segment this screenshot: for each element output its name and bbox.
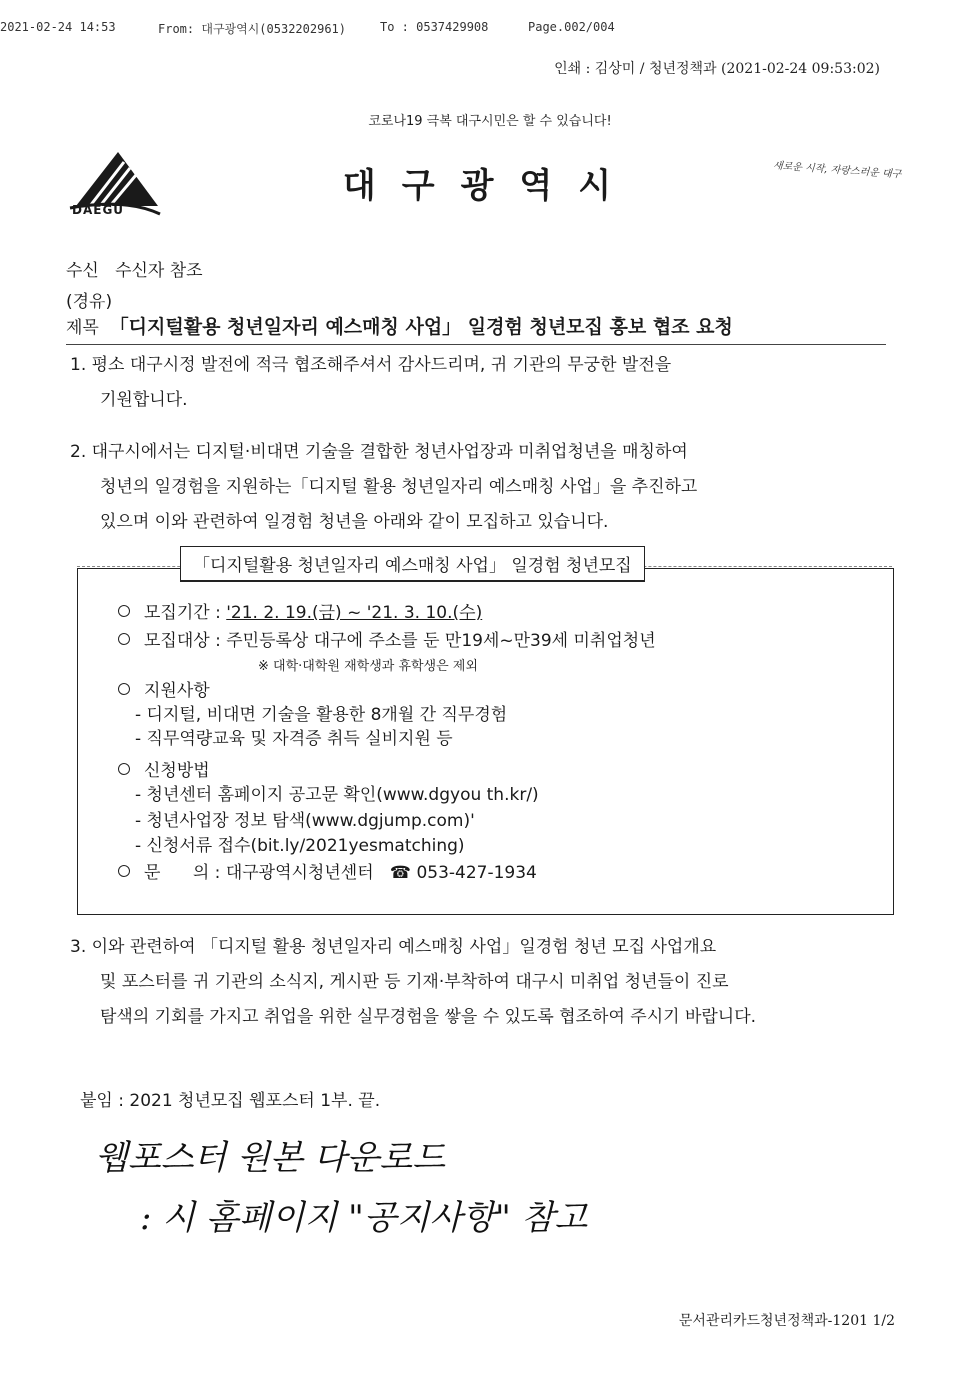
apply-item: - 신청서류 접수(bit.ly/2021yesmatching) (135, 836, 465, 856)
support-label: 지원사항 (144, 681, 210, 701)
handwritten-note-line: 웹포스터 원본 다운로드 (95, 1138, 446, 1178)
para3-line: 및 포스터를 귀 기관의 소식지, 게시판 등 기재·부착하여 대구시 미취업 청년들이 진로 (100, 972, 729, 992)
apply-label: 신청방법 (144, 761, 210, 781)
paragraph-1 (70, 348, 890, 418)
target-row (118, 626, 656, 651)
bullet-circle-icon (118, 683, 130, 695)
target-label: 모집대상 : (144, 631, 221, 651)
subject-row (66, 312, 733, 339)
para2-line: 청년의 일경험을 지원하는「디지털 활용 청년일자리 예스매칭 사업」을 추진하고 (100, 477, 698, 497)
subject-value: 「디지털활용 청년일자리 예스매칭 사업」 일경험 청년모집 홍보 협조 요청 (109, 316, 733, 338)
para1-line: 1. 평소 대구시정 발전에 적극 협조해주셔서 감사드리며, 귀 기관의 무궁한 발전을 (70, 355, 672, 375)
apply-item: - 청년사업장 정보 탐색(www.dgjump.com)' (135, 811, 475, 831)
paragraph-3 (70, 930, 890, 1035)
motto: 새로운 시작, 자랑스러운 대구 (772, 160, 902, 181)
para3-line: 3. 이와 관련하여 「디지털 활용 청년일자리 예스매칭 사업」일경험 청년 모집 사업개요 (70, 937, 717, 957)
support-item: - 직무역량교육 및 자격증 취득 실비지원 등 (135, 729, 453, 749)
period-value: '21. 2. 19.(금) ~ '21. 3. 10.(수) (226, 603, 483, 623)
para2-line: 2. 대구시에서는 디지털·비대면 기술을 결합한 청년사업장과 미취업청년을 매칭하여 (70, 442, 688, 462)
fax-from: From: 대구광역시(0532202961) (158, 22, 347, 36)
recipient-row (66, 256, 203, 281)
recipient-label: 수신 (66, 261, 99, 281)
slogan: 코로나19 극복 대구시민은 할 수 있습니다! (368, 114, 612, 129)
inquiry-phone: 053-427-1934 (416, 863, 537, 883)
fax-page: Page.002/004 (528, 20, 615, 34)
recipient-value: 수신자 참조 (115, 261, 203, 281)
period-row (118, 598, 482, 623)
inquiry-row (118, 858, 537, 883)
apply-item: - 청년센터 홈페이지 공고문 확인(www.dgyou th.kr/) (135, 785, 539, 805)
support-row (118, 676, 210, 701)
logo-text: DAEGU (72, 203, 125, 217)
bullet-circle-icon (118, 605, 130, 617)
apply-row (118, 756, 210, 781)
para3-line: 탐색의 기회를 가지고 취업을 위한 실무경험을 쌓을 수 있도록 협조하여 주시기 바랍니다. (100, 1007, 757, 1027)
attachment: 붙임 : 2021 청년모집 웹포스터 1부. 끝. (80, 1091, 381, 1111)
inquiry-label: 문 의 : (144, 863, 221, 883)
paragraph-2 (70, 435, 890, 540)
fax-to: To : 0537429908 (380, 20, 489, 34)
subject-label: 제목 (66, 318, 99, 338)
org-name: 대구광역시 (342, 166, 638, 206)
handwritten-note-line: : 시 홈페이지 "공지사항" 참고 (140, 1198, 588, 1238)
target-note: ※ 대학·대학원 재학생과 휴학생은 제외 (258, 659, 478, 674)
para1-line: 기원합니다. (100, 390, 188, 410)
bullet-circle-icon (118, 865, 130, 877)
box-title: 「디지털활용 청년일자리 예스매칭 사업」 일경험 청년모집 (180, 546, 645, 582)
fax-datetime: 2021-02-24 14:53 (0, 20, 116, 34)
subject-underline (66, 344, 886, 345)
print-info: 인쇄 : 김상미 / 청년정책과 (2021-02-24 09:53:02) (554, 61, 880, 77)
bullet-circle-icon (118, 633, 130, 645)
document-footer: 문서관리카드청년정책과-1201 1/2 (678, 1313, 895, 1329)
para2-line: 있으며 이와 관련하여 일경험 청년을 아래와 같이 모집하고 있습니다. (100, 512, 609, 532)
bullet-circle-icon (118, 763, 130, 775)
target-value: 주민등록상 대구에 주소를 둔 만19세~만39세 미취업청년 (226, 631, 656, 651)
inquiry-value: 대구광역시청년센터 (225, 863, 374, 883)
support-item: - 디지털, 비대면 기술을 활용한 8개월 간 직무경험 (135, 705, 508, 725)
period-label: 모집기간 : (144, 603, 221, 623)
telephone-icon: ☎ (389, 863, 412, 883)
via: (경유) (66, 292, 113, 312)
